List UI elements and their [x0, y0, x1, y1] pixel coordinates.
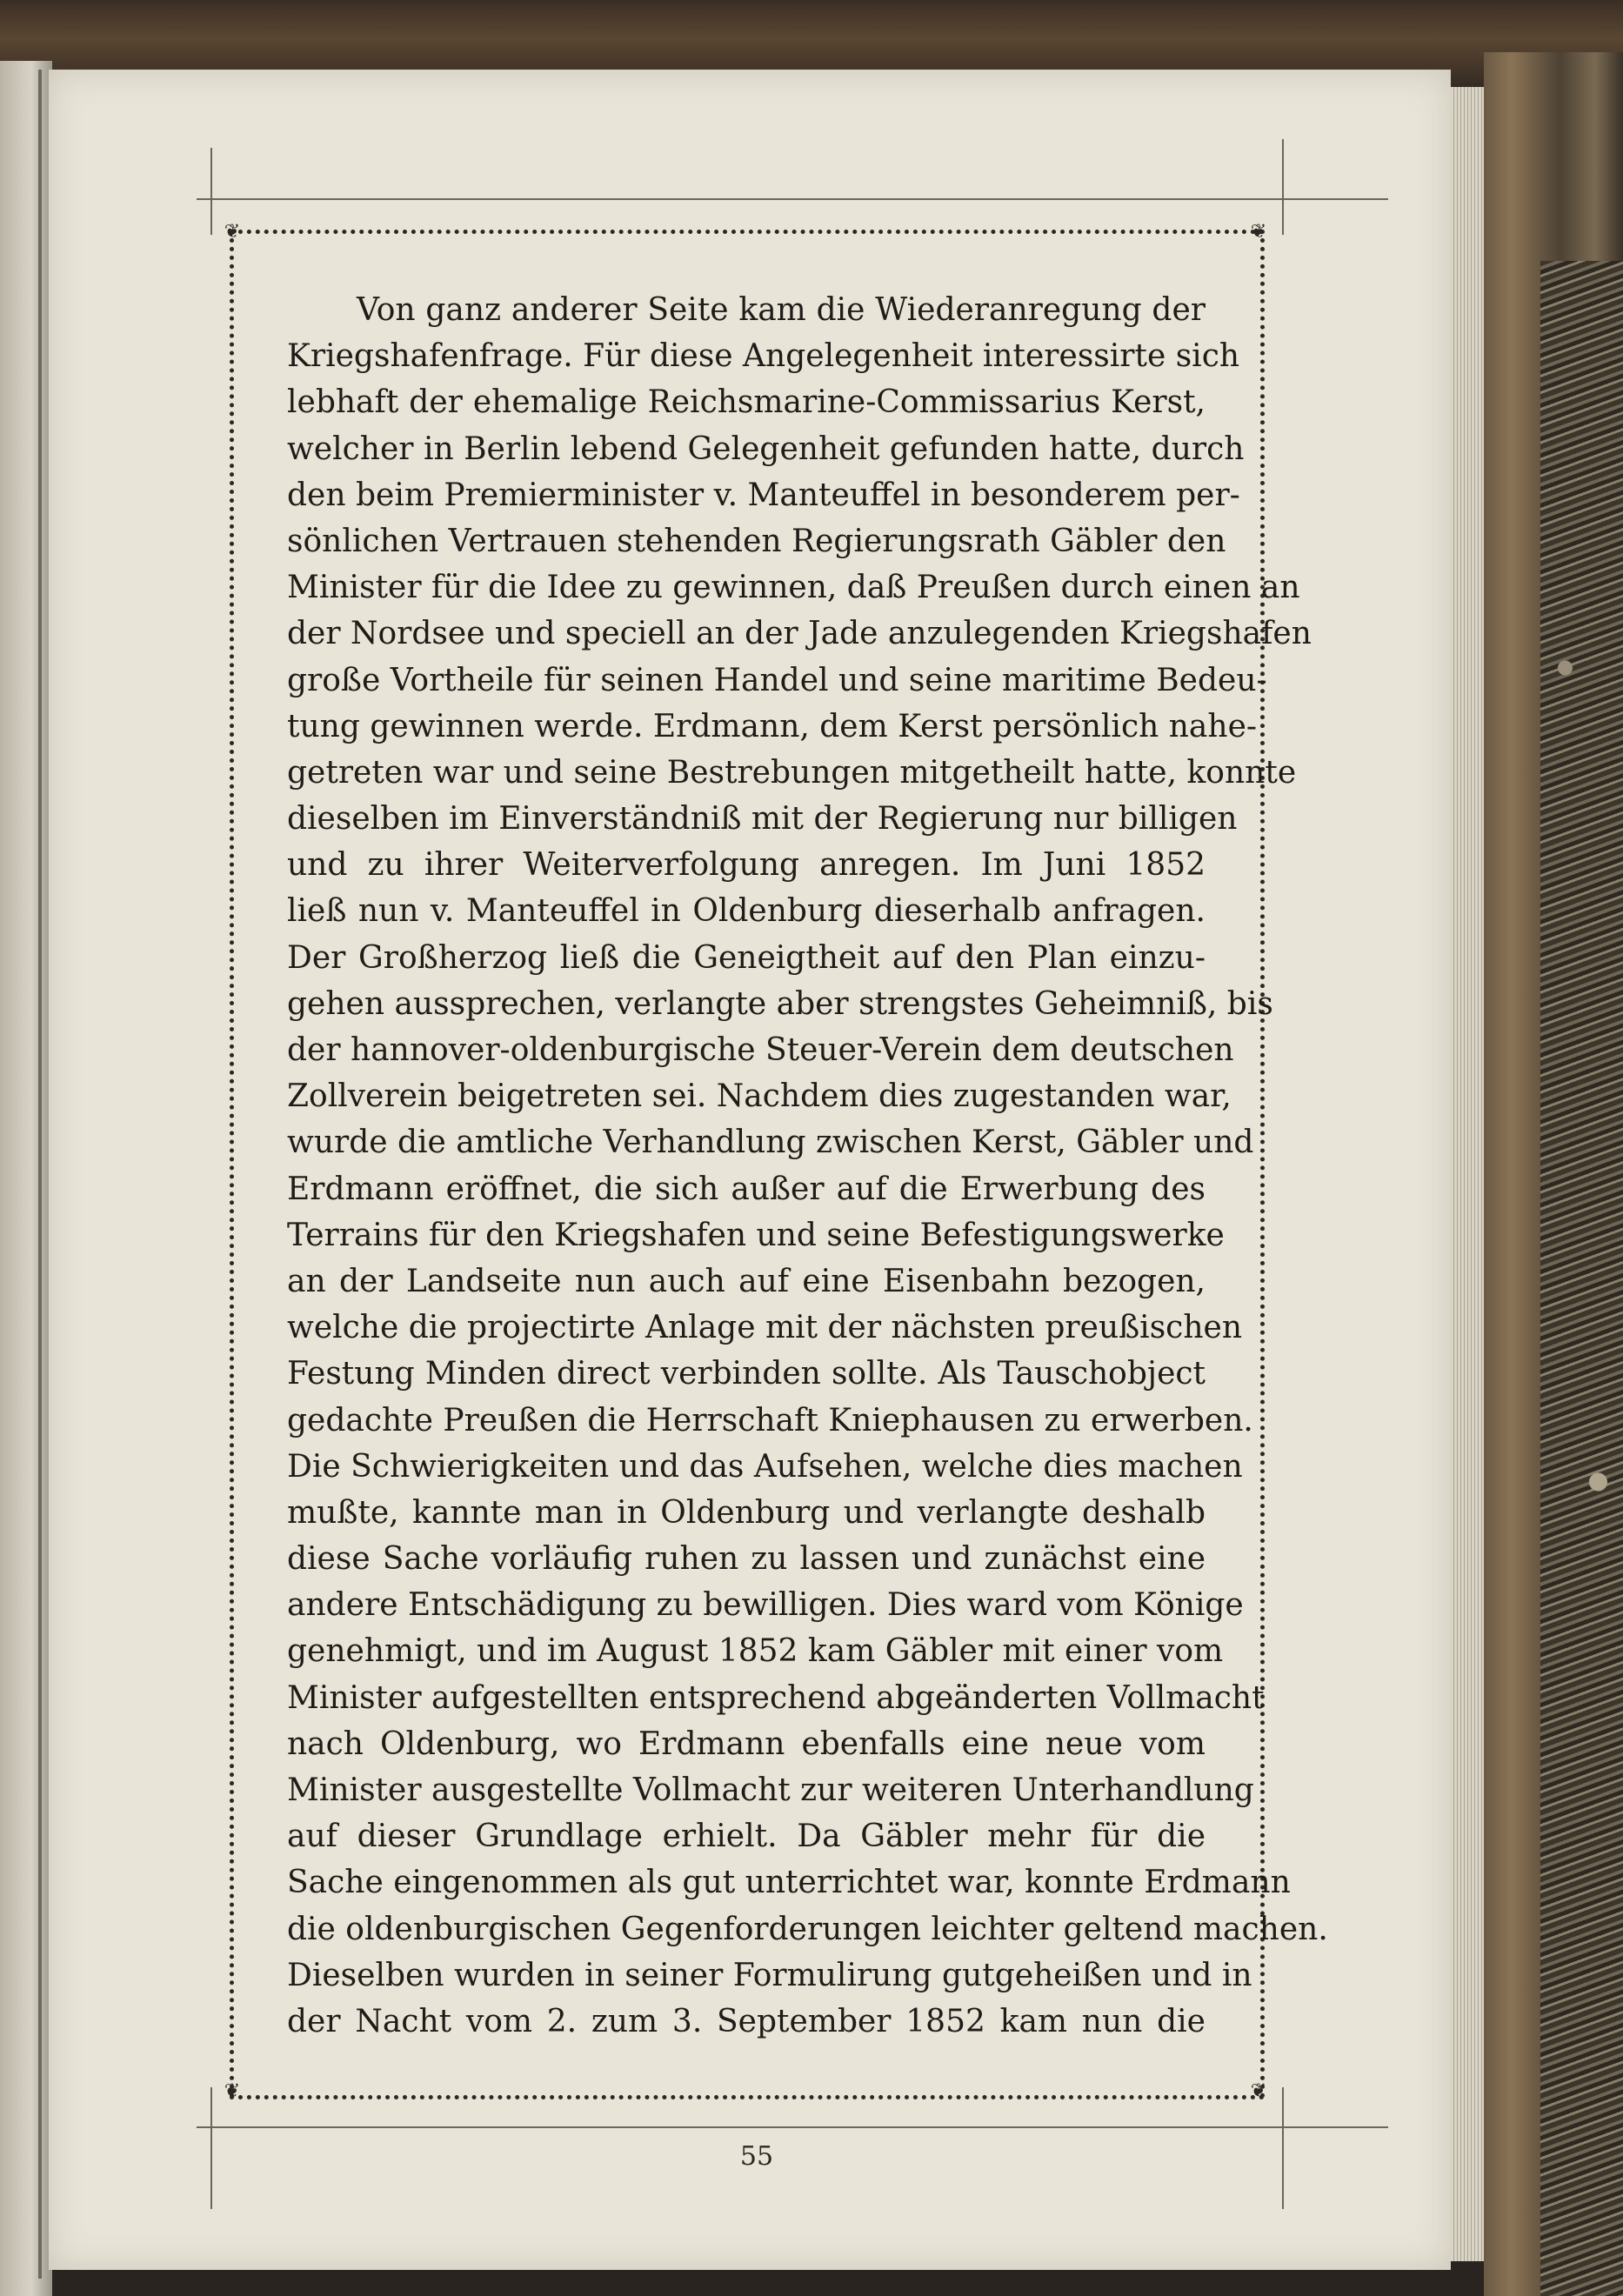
text-line: andere Entschädigung zu bewilligen. Dies ward vom Könige	[287, 1587, 1244, 1624]
text-line: Die Schwierigkeiten und das Aufsehen, welche dies machen	[287, 1448, 1243, 1485]
text-line: gedachte Preußen die Herrschaft Kniephausen zu erwerben.	[287, 1402, 1253, 1438]
text-line: Festung Minden direct verbinden sollte. Als Tauschobject	[287, 1356, 1206, 1392]
marbled-endpaper	[1540, 261, 1623, 2296]
text-line: dieselben im Einverständniß mit der Regierung nur billigen	[287, 801, 1238, 838]
text-line: Der Großherzog ließ die Geneigtheit auf den Plan einzu-	[287, 939, 1206, 976]
text-line: welcher in Berlin lebend Gelegenheit gefunden hatte, durch	[287, 430, 1245, 467]
text-line: wurde die amtliche Verhandlung zwischen Kerst, Gäbler und	[287, 1125, 1254, 1161]
text-line: Dieselben wurden in seiner Formulirung gutgeheißen und in	[287, 1957, 1252, 1993]
text-line: der Nordsee und speciell an der Jade anzulegenden Kriegshafen	[287, 616, 1312, 652]
text-line: an der Landseite nun auch auf eine Eisenbahn bezogen,	[287, 1263, 1206, 1299]
bottom-rule	[197, 2126, 1388, 2128]
text-line: auf dieser Grundlage erhielt. Da Gäbler mehr für die	[287, 1819, 1206, 1855]
text-line: sönlichen Vertrauen stehenden Regierungsrath Gäbler den	[287, 523, 1226, 559]
text-line: mußte, kannte man in Oldenburg und verlangte deshalb	[287, 1494, 1206, 1531]
text-line: der Nacht vom 2. zum 3. September 1852 kam nun die	[287, 2003, 1206, 2039]
text-line: tung gewinnen werde. Erdmann, dem Kerst persönlich nahe-	[287, 708, 1258, 744]
corner-ornament-icon: ❦	[1250, 221, 1267, 243]
text-line: gehen aussprechen, verlangte aber strengstes Geheimniß, bis	[287, 985, 1273, 1022]
text-line: Minister ausgestellte Vollmacht zur weiteren Unterhandlung	[287, 1772, 1254, 1808]
text-line: lebhaft der ehemalige Reichsmarine-Commissarius Kerst,	[287, 384, 1206, 421]
text-line: getreten war und seine Bestrebungen mitgetheilt hatte, konnte	[287, 754, 1297, 791]
body-text	[287, 287, 1328, 2045]
top-rule	[197, 198, 1388, 200]
left-page-gutter	[38, 70, 42, 2279]
text-line: ließ nun v. Manteuffel in Oldenburg dieserhalb anfragen.	[287, 893, 1206, 930]
text-line: der hannover-oldenburgische Steuer-Verein dem deutschen	[287, 1032, 1234, 1068]
text-line: große Vortheile für seinen Handel und seine maritime Bedeu-	[287, 662, 1267, 698]
text-line: und zu ihrer Weiterverfolgung anregen. Im Juni 1852	[287, 847, 1206, 884]
text-line: Erdmann eröffnet, die sich außer auf die Erwerbung des	[287, 1171, 1206, 1207]
text-line: Zollverein beigetreten sei. Nachdem dies zugestanden war,	[287, 1078, 1232, 1115]
text-line: diese Sache vorläufig ruhen zu lassen und zunächst eine	[287, 1541, 1206, 1578]
corner-ornament-icon: ❦	[1250, 2080, 1267, 2102]
top-right-tick	[1282, 139, 1284, 235]
text-line: Minister aufgestellten entsprechend abgeänderten Vollmacht	[287, 1679, 1265, 1716]
text-line: den beim Premierminister v. Manteuffel in besonderem per-	[287, 477, 1240, 513]
text-line: genehmigt, und im August 1852 kam Gäbler mit einer vom	[287, 1633, 1224, 1670]
text-line: die oldenburgischen Gegenforderungen leichter geltend machen.	[287, 1911, 1328, 1947]
text-line: Minister für die Idee zu gewinnen, daß Preußen durch einen an	[287, 570, 1300, 606]
text-line: Kriegshafenfrage. Für diese Angelegenheit interessirte sich	[287, 338, 1240, 375]
bottom-left-tick	[210, 2087, 212, 2209]
corner-ornament-icon: ❦	[224, 2080, 241, 2102]
top-left-tick	[210, 148, 212, 235]
text-line: Von ganz anderer Seite kam die Wiederanregung der	[357, 292, 1206, 328]
text-line: Terrains für den Kriegshafen und seine Befestigungswerke	[287, 1217, 1225, 1253]
text-line: welche die projectirte Anlage mit der nächsten preußischen	[287, 1310, 1242, 1346]
text-line: Sache eingenommen als gut unterrichtet war, konnte Erdmann	[287, 1865, 1291, 1901]
bottom-right-tick	[1282, 2087, 1284, 2209]
text-line: nach Oldenburg, wo Erdmann ebenfalls eine neue vom	[287, 1725, 1206, 1762]
page-number: 55	[739, 2141, 774, 2172]
left-page-edge	[0, 61, 52, 2296]
corner-ornament-icon: ❦	[224, 221, 241, 243]
